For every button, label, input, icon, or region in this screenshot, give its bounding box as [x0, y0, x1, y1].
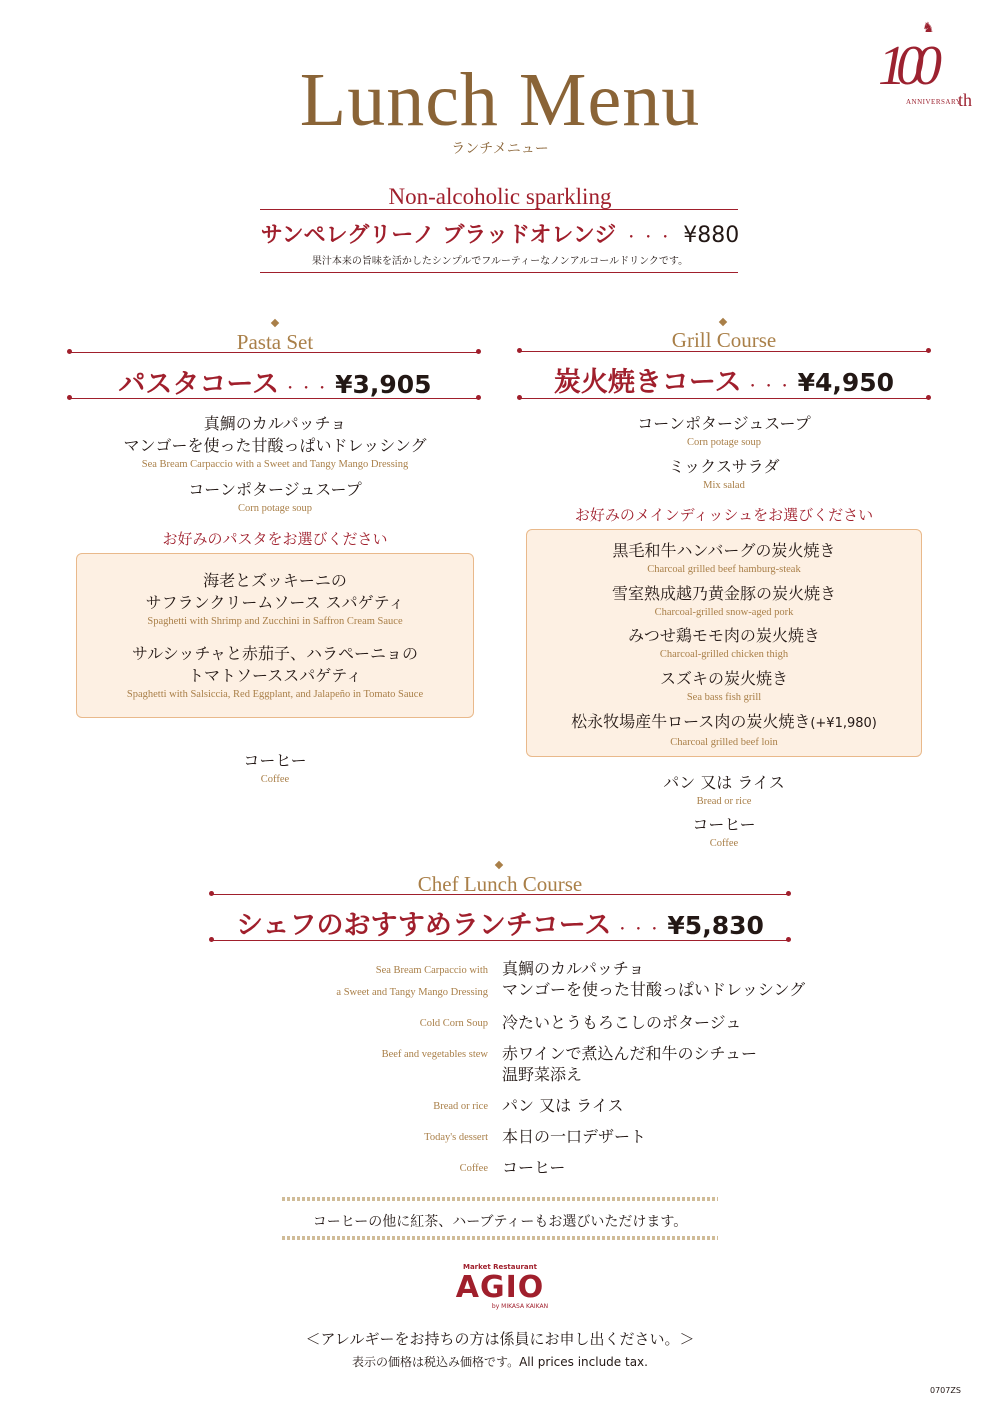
chef-course-name: シェフのおすすめランチコース: [236, 910, 612, 941]
tea-note: コーヒーの他に紅茶、ハーブティーもお選びいただけます。: [312, 1214, 688, 1230]
grill-item-en: Mix salad: [703, 480, 745, 491]
tax-note: 表示の価格は税込み価格です。All prices include tax.: [352, 1355, 648, 1369]
chef-row-jp: [502, 958, 805, 1000]
pasta-item-en: Sea Bream Carpaccio with a Sweet and Tangy Mango Dressing: [141, 459, 409, 470]
grill-bread: [518, 772, 930, 809]
chef-dots: ・・・: [615, 922, 664, 938]
pasta-diamond-icon: [271, 319, 279, 327]
pasta-item-soup: [70, 479, 480, 516]
chef-row-en: Cold Corn Soup: [419, 1018, 488, 1029]
pasta-coffee-jp: コーヒー: [243, 751, 307, 770]
sparkling-dots: ・・・: [624, 230, 676, 246]
pasta-course-name: パスタコース: [118, 369, 280, 400]
chef-heading: Chef Lunch Course: [417, 872, 583, 896]
chef-row-en: Today's dessert: [424, 1132, 488, 1143]
allergy-note: ＜アレルギーをお持ちの方は係員にお申し出ください。＞: [305, 1330, 695, 1348]
grill-bread-jp: パン 又は ライス: [663, 773, 785, 792]
grill-price: ¥4,950: [797, 368, 895, 397]
pasta-choose-text: お好みのパスタをお選びください: [162, 530, 388, 548]
grill-bread-en: Bread or rice: [696, 796, 752, 807]
grill-item-en: Corn potage soup: [686, 437, 762, 448]
deer-icon: ♞: [922, 21, 935, 36]
logo-bottom-text: by MIKASA KAIKAN: [491, 1303, 549, 1310]
grill-choice-jp-row: [526, 711, 922, 735]
grill-choice-pork: [526, 583, 922, 620]
page-subtitle: ランチメニュー: [451, 141, 549, 157]
chef-bottom-rule: [212, 940, 788, 941]
pasta-choice-jp: トマトソーススパゲティ: [188, 666, 362, 685]
pasta-bottom-rule: [70, 398, 478, 399]
grill-choice-extra: (+¥1,980): [810, 716, 877, 731]
chef-row-en-line: a Sweet and Tangy Mango Dressing: [336, 987, 488, 998]
logo-top-text: Market Restaurant: [462, 1263, 537, 1271]
grill-choice-en: Charcoal grilled beef hamburg-steak: [647, 564, 801, 575]
grill-choice-jp: 黒毛和牛ハンバーグの炭火焼き: [612, 541, 836, 560]
grill-choice-chicken: [526, 625, 922, 662]
chef-row-jp: パン 又は ライス: [502, 1096, 624, 1115]
grill-choice-seabass: [526, 668, 922, 705]
badge-number: 100: [878, 35, 932, 97]
pasta-top-rule: [70, 352, 478, 353]
pasta-course: [70, 362, 480, 401]
pasta-choice-en: Spaghetti with Salsiccia, Red Eggplant, and Jalapeño in Tomato Sauce: [126, 689, 424, 700]
chef-row-en: Coffee: [459, 1163, 488, 1174]
grill-item-jp: ミックスサラダ: [668, 457, 780, 476]
pasta-choice-jp: 海老とズッキーニの: [203, 571, 347, 590]
chef-row-jp-line: 真鯛のカルパッチョ: [502, 959, 645, 978]
pasta-choice-en: Spaghetti with Shrimp and Zucchini in Saffron Cream Sauce: [147, 616, 403, 627]
chef-row-jp-line: 温野菜添え: [502, 1065, 583, 1084]
grill-heading: Grill Course: [671, 328, 777, 352]
pasta-item-jp: 真鯛のカルパッチョ: [203, 414, 347, 433]
pasta-item-jp: コーンポタージュスープ: [188, 480, 362, 499]
sparkling-price: ¥880: [683, 223, 740, 248]
pasta-choice-shrimp: [76, 570, 474, 629]
deco-divider-bottom: [282, 1236, 718, 1240]
sparkling-heading: Non-alcoholic sparkling: [388, 184, 612, 209]
grill-choice-beef-loin: [526, 711, 922, 750]
pasta-price: ¥3,905: [335, 370, 432, 399]
sparkling-item: [0, 218, 1000, 249]
grill-choice-jp: スズキの炭火焼き: [659, 669, 788, 688]
grill-item-jp: コーンポタージュスープ: [637, 414, 811, 433]
chef-row-en: Bread or rice: [433, 1101, 488, 1112]
pasta-item-jp: マンゴーを使った甘酸っぱいドレッシング: [123, 436, 427, 455]
grill-dots: ・・・: [745, 379, 794, 395]
chef-row-jp: 本日の一口デザート: [502, 1127, 647, 1146]
badge-anniversary: ANNIVERSARY: [906, 98, 962, 106]
grill-choice-en: Charcoal grilled beef loin: [670, 737, 778, 748]
chef-row-jp: 冷たいとうもろこしのポタージュ: [502, 1013, 742, 1032]
sparkling-description: 果汁本来の旨味を活かしたシンプルでフルーティーなノンアルコールドリンクです。: [311, 256, 689, 267]
sparkling-bottom-rule: [260, 272, 738, 273]
page-title: Lunch Menu: [299, 58, 701, 142]
chef-row-jp-line: マンゴーを使った甘酸っぱいドレッシング: [502, 980, 806, 999]
grill-choice-jp: みつせ鶏モモ肉の炭火焼き: [628, 626, 820, 645]
chef-row-jp-line: 赤ワインで煮込んだ和牛のシチュー: [502, 1044, 758, 1063]
grill-choose-text: お好みのメインディッシュをお選びください: [574, 506, 874, 524]
grill-coffee-jp: コーヒー: [692, 815, 756, 834]
badge-th: th: [958, 90, 973, 110]
grill-choice-en: Charcoal-grilled snow-aged pork: [654, 607, 794, 618]
chef-diamond-icon: [495, 861, 503, 869]
sparkling-top-rule: [260, 209, 738, 210]
deco-divider-top: [282, 1197, 718, 1201]
grill-course-name: 炭火焼きコース: [553, 367, 742, 398]
sparkling-name: サンペレグリーノ ブラッドオレンジ: [260, 223, 617, 248]
chef-row-en-line: Sea Bream Carpaccio with: [375, 965, 488, 976]
grill-item-salad: [518, 456, 930, 493]
chef-row-en: [298, 960, 488, 1004]
grill-choice-en: Charcoal-grilled chicken thigh: [659, 649, 789, 660]
agio-logo: AGIO: [455, 1270, 545, 1305]
chef-course: [210, 903, 790, 942]
grill-coffee: [518, 814, 930, 851]
grill-coffee-en: Coffee: [709, 838, 739, 849]
chef-price: ¥5,830: [667, 911, 764, 940]
pasta-choice-salsiccia: [76, 643, 474, 702]
grill-item-soup: [518, 413, 930, 450]
grill-choice-jp: 雪室熟成越乃黄金豚の炭火焼き: [611, 584, 836, 603]
pasta-dots: ・・・: [283, 381, 332, 397]
pasta-coffee: [70, 750, 480, 787]
grill-choice-jp: 松永牧場産牛ロース肉の炭火焼き: [571, 712, 811, 731]
menu-code: 0707ZS: [930, 1386, 961, 1395]
chef-row-jp: [502, 1043, 757, 1085]
pasta-choice-jp: サルシッチャと赤茄子、ハラペーニョの: [131, 644, 418, 663]
pasta-item-en: Corn potage soup: [237, 503, 313, 514]
chef-row-jp: コーヒー: [502, 1158, 566, 1177]
grill-course: [518, 360, 930, 399]
chef-top-rule: [212, 894, 788, 895]
pasta-item-carpaccio: [70, 413, 480, 472]
grill-choice-hamburg: [526, 540, 922, 577]
pasta-heading: Pasta Set: [236, 330, 314, 354]
grill-choice-en: Sea bass fish grill: [686, 692, 762, 703]
chef-row-en: Beef and vegetables stew: [381, 1049, 488, 1060]
pasta-choice-jp: サフランクリームソース スパゲティ: [145, 593, 405, 612]
pasta-coffee-en: Coffee: [260, 774, 290, 785]
grill-top-rule: [520, 351, 928, 352]
grill-diamond-icon: [719, 318, 727, 326]
grill-bottom-rule: [520, 398, 928, 399]
